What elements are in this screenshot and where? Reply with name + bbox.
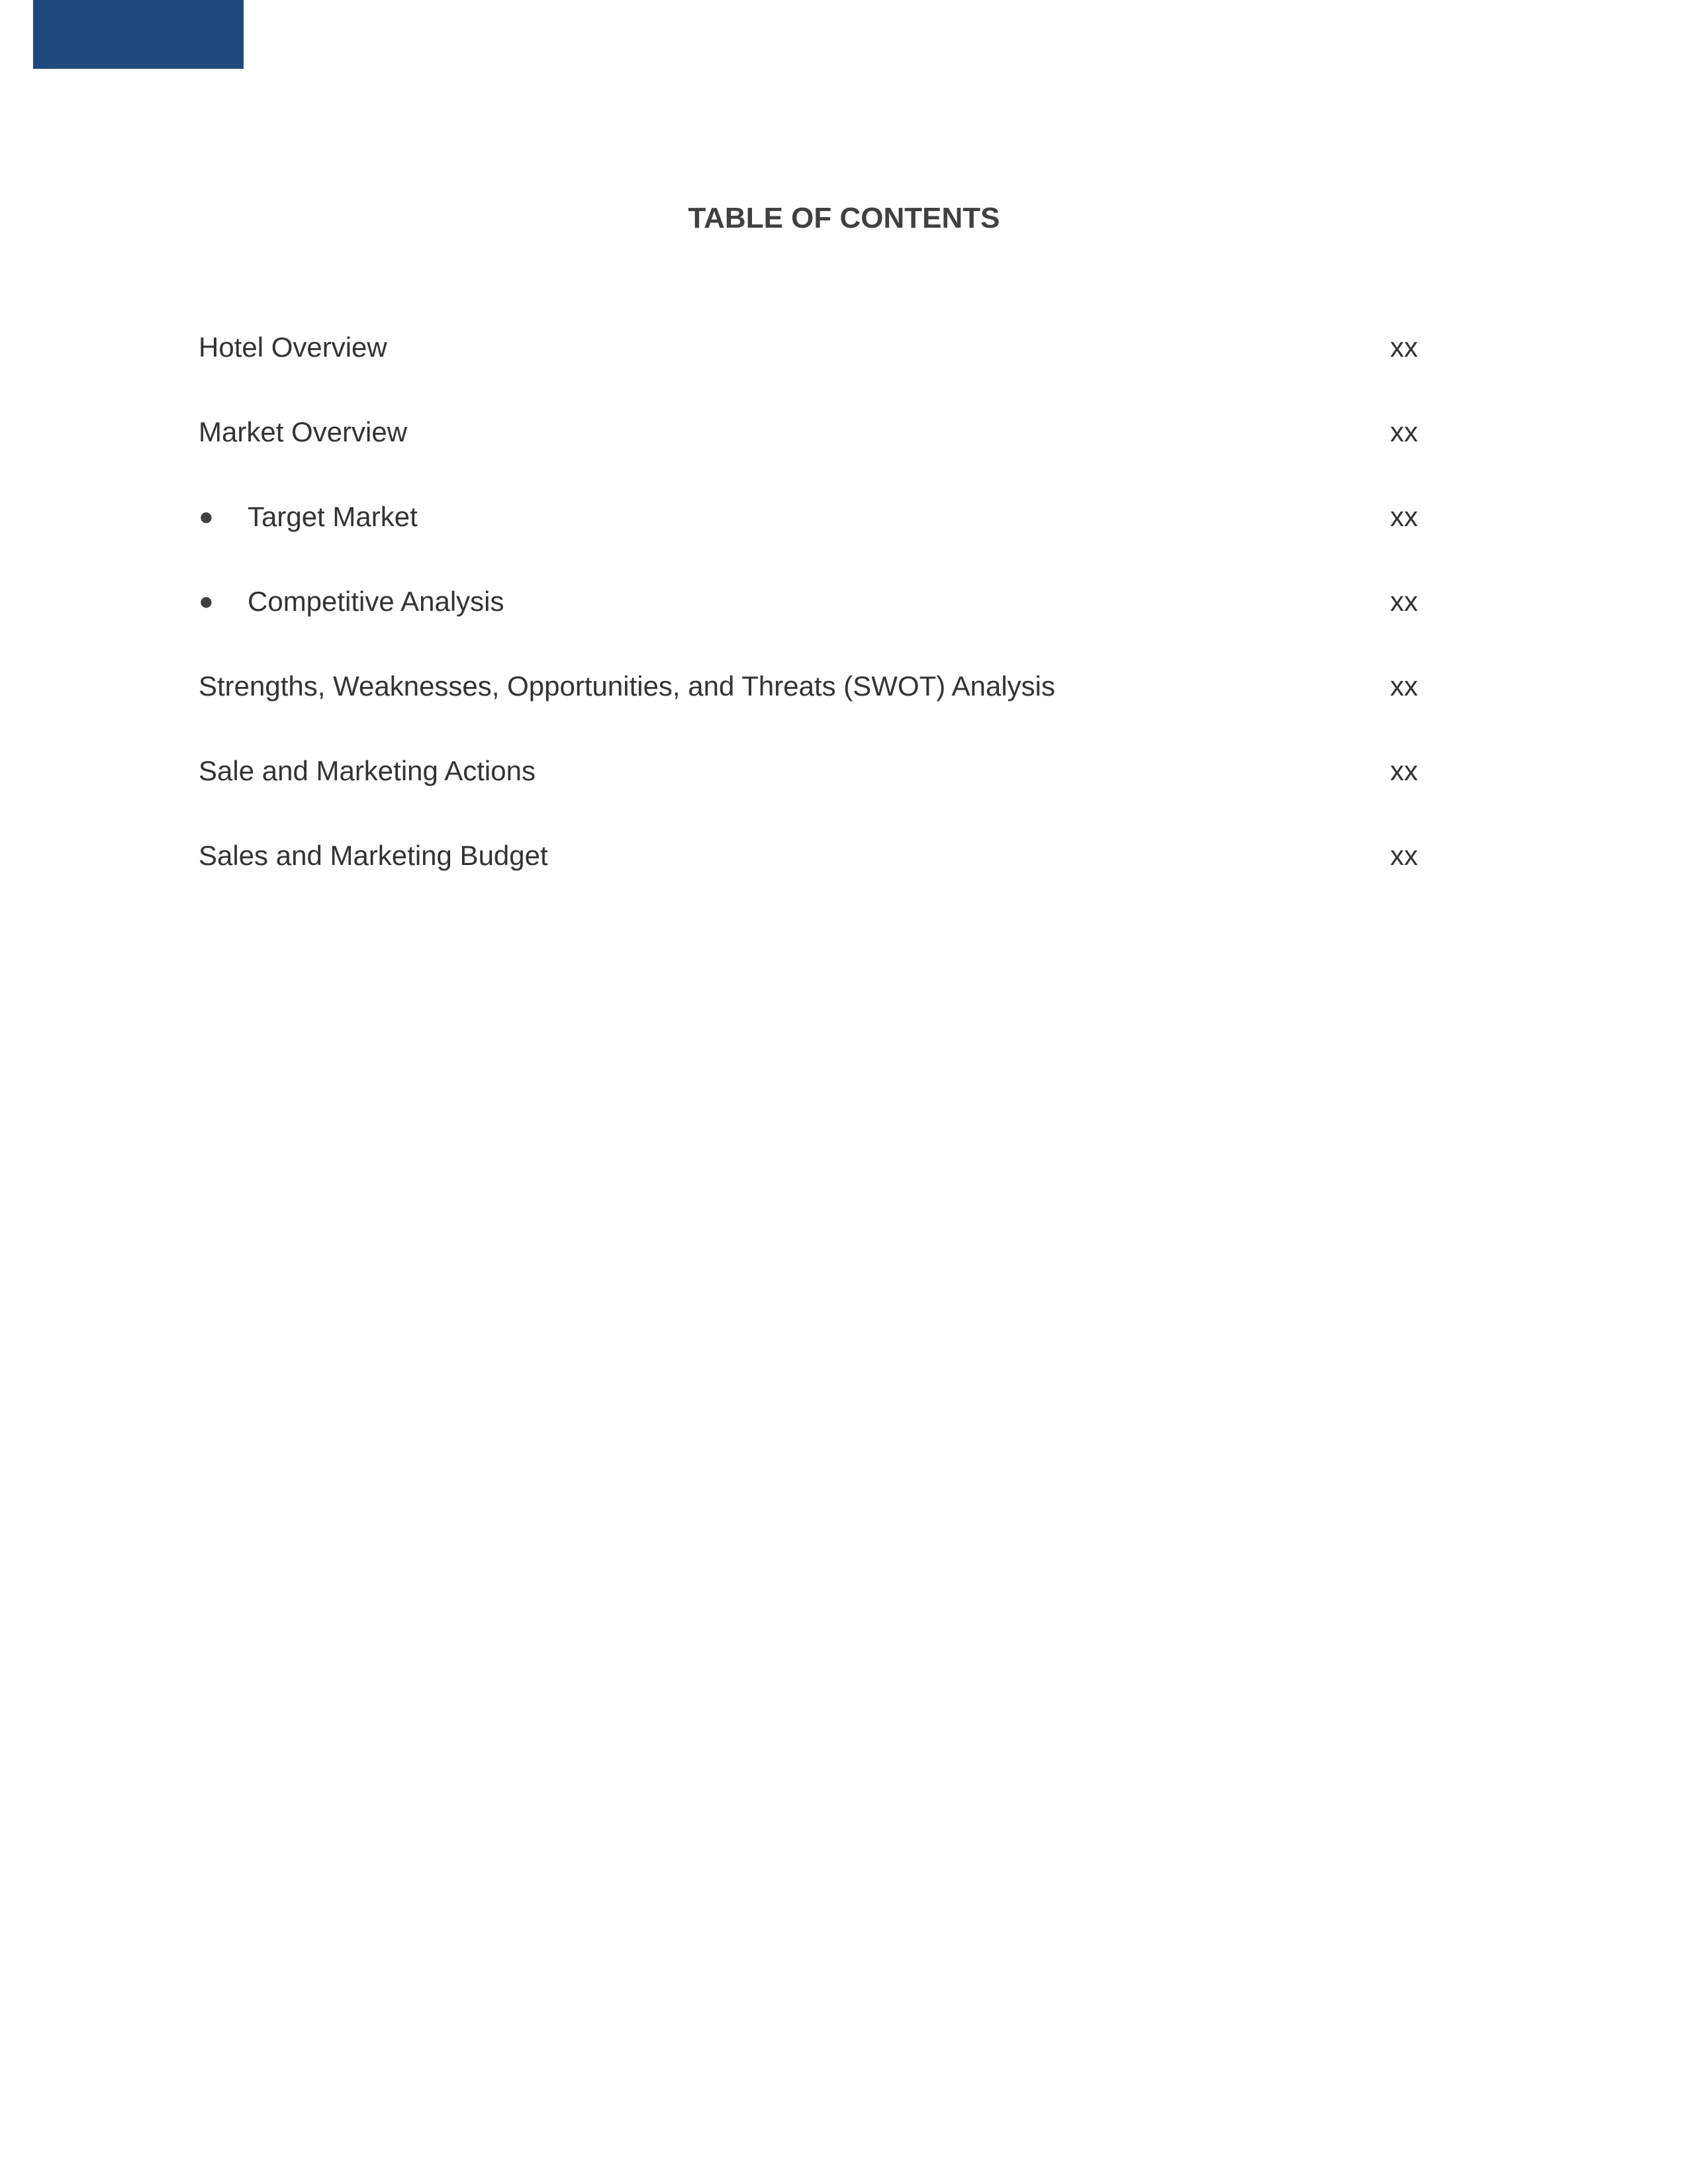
- header-accent-block: [33, 0, 244, 69]
- bullet-icon: ●: [199, 503, 214, 531]
- toc-entry[interactable]: [199, 412, 1423, 497]
- toc-entry-page: xx: [1390, 586, 1418, 617]
- toc-entry-label: Market Overview: [199, 416, 408, 447]
- toc-subentry[interactable]: [199, 497, 1423, 582]
- toc-entry[interactable]: [199, 666, 1423, 751]
- toc-entry-page: xx: [1390, 501, 1418, 532]
- toc-entry[interactable]: [199, 751, 1423, 836]
- toc-entry-label: Strengths, Weaknesses, Opportunities, and Threats (SWOT) Analysis: [199, 670, 1056, 702]
- toc-entry-page: xx: [1390, 670, 1418, 702]
- toc-list: [199, 328, 1423, 921]
- toc-entry-label: Hotel Overview: [199, 332, 387, 363]
- toc-entry[interactable]: [199, 328, 1423, 412]
- toc-entry-label: Sale and Marketing Actions: [199, 755, 536, 786]
- toc-subentry[interactable]: [199, 582, 1423, 666]
- toc-entry-page: xx: [1390, 332, 1418, 363]
- toc-entry-page: xx: [1390, 416, 1418, 447]
- toc-entry-label: Competitive Analysis: [248, 586, 504, 617]
- toc-entry-label: Target Market: [248, 501, 418, 532]
- toc-entry-label: Sales and Marketing Budget: [199, 840, 548, 871]
- toc-entry-page: xx: [1390, 840, 1418, 871]
- bullet-icon: ●: [199, 588, 214, 615]
- page-title: TABLE OF CONTENTS: [688, 202, 1000, 234]
- toc-entry-page: xx: [1390, 755, 1418, 786]
- toc-entry[interactable]: [199, 836, 1423, 921]
